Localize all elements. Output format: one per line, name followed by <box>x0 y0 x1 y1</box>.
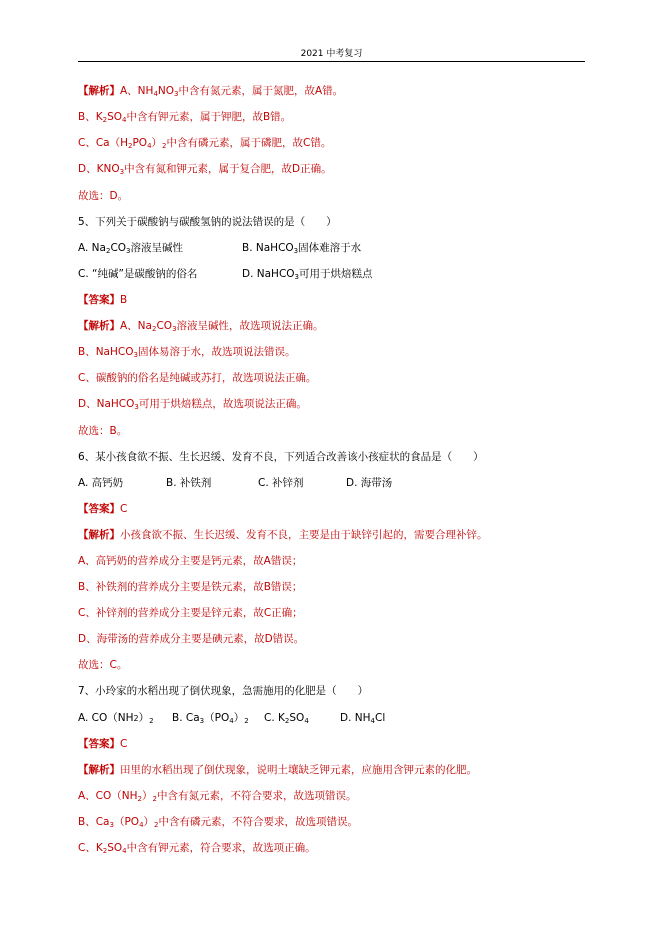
q7-options <box>78 711 385 726</box>
q6-analysis-d: D、海带汤的营养成分主要是碘元素，故D错误。 <box>78 633 305 645</box>
q5-option-c: C. “纯碱”是碳酸钠的俗名 <box>78 268 198 280</box>
q5-analysis-a: 【解析】A、$Na_2CO_3$溶液呈碱性，故选项说法正确。 <box>78 320 324 333</box>
q6-options <box>78 476 392 490</box>
q5-analysis-d: D、NaHCO$_3$可用于烘焙糕点，故选项说法正确。 <box>78 398 307 411</box>
q4-analysis-d: D、$KNO_3$中含有氮和钾元素，属于复合肥，故D正确。 <box>78 163 332 176</box>
q4-analysis-a: 【解析】A、$NH_4NO_3$中含有氮元素，属于氮肥，故A错。 <box>78 85 344 98</box>
header-divider <box>78 61 585 62</box>
q7-analysis-a: A、$CO(NH_2)_2$中含有氮元素，不符合要求，故选项错误。 <box>78 790 357 803</box>
q5-options-row1 <box>78 241 361 255</box>
q5-options-row2 <box>78 267 373 281</box>
q6-analysis-b: B、补铁剂的营养成分主要是铁元素，故B错误； <box>78 581 303 593</box>
q5-stem: 5、下列关于碳酸钠与碳酸氢钠的说法错误的是（ ） <box>78 216 337 228</box>
q5-analysis-b: B、NaHCO$_3$固体易溶于水，故选项说法错误。 <box>78 346 296 359</box>
answer-tag: 【答案】 <box>78 294 120 306</box>
q5-answer: 【答案】B <box>78 294 128 306</box>
q6-option-c: C. 补锌剂 <box>258 477 304 489</box>
q7-option-b: B. $Ca_3(PO_4)_2$ <box>172 712 249 725</box>
q6-option-d: D. 海带汤 <box>346 477 393 489</box>
q6-analysis: 【解析】小孩食欲不振、生长迟缓、发育不良，主要是由于缺锌引起的，需要合理补锌。 <box>78 529 488 541</box>
q6-answer: 【答案】C <box>78 503 128 515</box>
analysis-tag: 【解析】 <box>78 320 120 332</box>
q6-stem: 6、某小孩食欲不振、生长迟缓、发育不良，下列适合改善该小孩症状的食品是（ ） <box>78 451 484 463</box>
q6-option-a: A. 高钙奶 <box>78 477 124 489</box>
q7-option-c: C. $K_2SO_4$ <box>264 712 309 725</box>
page-header: 2021 中考复习 <box>300 49 363 59</box>
q5-option-d: D. NaHCO$_3$可用于烘焙糕点 <box>242 268 373 281</box>
q7-analysis-c: C、$K_2SO_4$中含有钾元素，符合要求，故选项正确。 <box>78 842 316 855</box>
q6-analysis-c: C、补锌剂的营养成分主要是锌元素，故C正确； <box>78 607 303 619</box>
q5-analysis-c: C、碳酸钠的俗名是纯碱或苏打，故选项说法正确。 <box>78 372 317 384</box>
q7-analysis: 【解析】田里的水稻出现了倒伏现象，说明土壤缺乏钾元素，应施用含钾元素的化肥。 <box>78 764 477 776</box>
q7-option-d: D. $NH_4Cl$ <box>340 712 386 725</box>
analysis-tag: 【解析】 <box>78 85 120 97</box>
analysis-tag: 【解析】 <box>78 529 120 541</box>
q4-analysis-b: B、$K_2SO_4$中含有钾元素，属于钾肥，故B错。 <box>78 111 292 124</box>
q5-option-b: B. NaHCO$_3$固体难溶于水 <box>242 242 362 255</box>
answer-tag: 【答案】 <box>78 738 120 750</box>
q6-analysis-a: A、高钙奶的营养成分主要是钙元素，故A错误； <box>78 555 303 567</box>
q5-choice: 故选：B。 <box>78 425 128 437</box>
q7-stem: 7、小玲家的水稻出现了倒伏现象，急需施用的化肥是（ ） <box>78 685 369 697</box>
q7-analysis-b: B、$Ca_3(PO_4)_2$中含有磷元素，不符合要求，故选项错误。 <box>78 816 358 829</box>
answer-tag: 【答案】 <box>78 503 120 515</box>
q7-option-a: A. $CO(NH2)_2$ <box>78 712 154 725</box>
q5-option-a: A. $Na_2CO_3$溶液呈碱性 <box>78 242 184 255</box>
q6-choice: 故选：C。 <box>78 659 128 671</box>
q6-option-b: B. 补铁剂 <box>166 477 212 489</box>
analysis-tag: 【解析】 <box>78 764 120 776</box>
q7-answer: 【答案】C <box>78 738 128 750</box>
q4-choice: 故选：D。 <box>78 190 129 202</box>
q4-analysis-c: C、$Ca(H_2PO_4)_2$中含有磷元素，属于磷肥，故C错。 <box>78 137 332 150</box>
